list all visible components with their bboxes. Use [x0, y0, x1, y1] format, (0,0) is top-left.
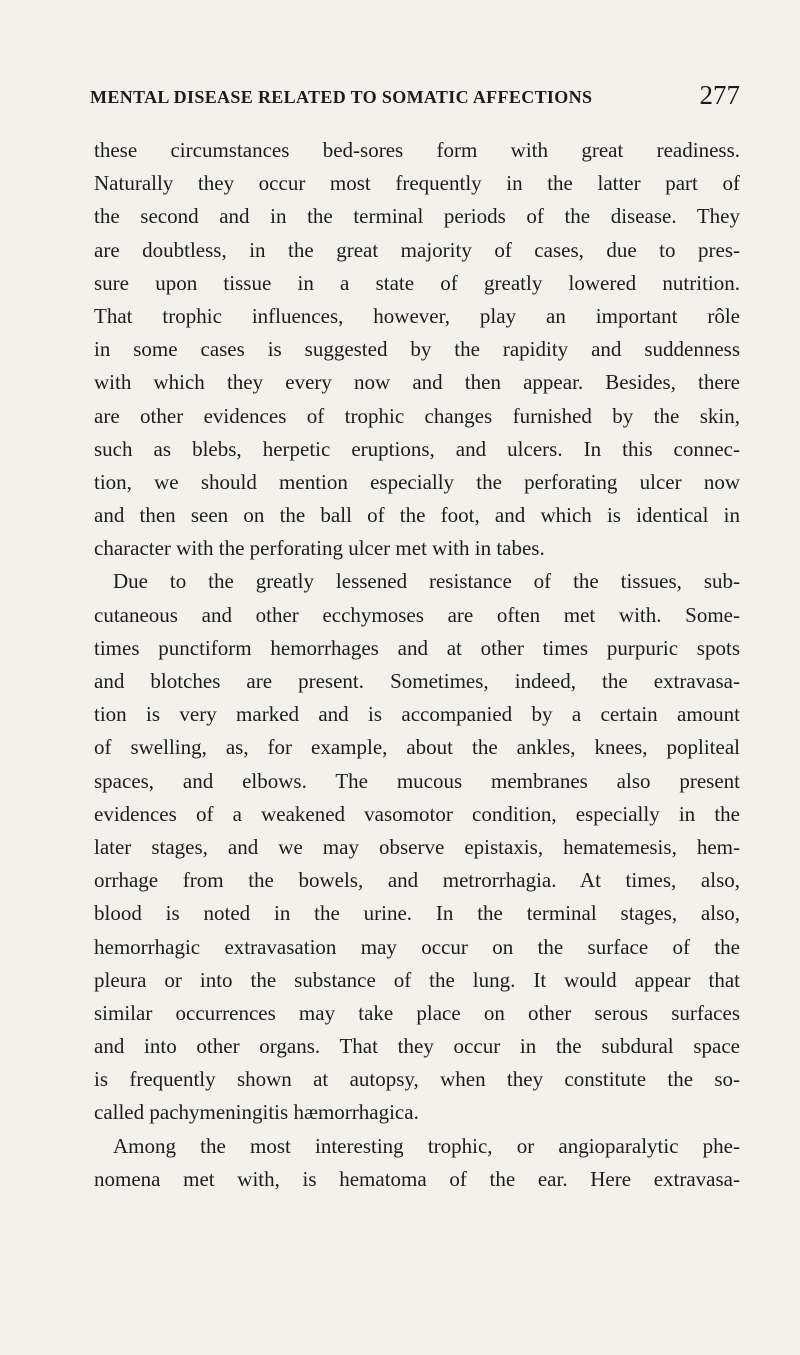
text-line: nomena met with, is hematoma of the ear. Here extravasa-	[94, 1166, 740, 1191]
text-line: is frequently shown at autopsy, when they constitute the so-	[94, 1067, 740, 1092]
text-line: and blotches are present. Sometimes, indeed, the extravasa-	[94, 669, 740, 693]
text-line: Naturally they occur most frequently in the latter part of	[94, 171, 740, 196]
text-line: evidences of a weakened vasomotor condition, especially in the	[94, 801, 740, 826]
text-line: later stages, and we may observe epistaxis, hematemesis, hem-	[94, 834, 740, 859]
text-line: are other evidences of trophic changes furnished by the skin,	[94, 403, 740, 428]
text-line: are doubtless, in the great majority of cases, due to pres-	[94, 237, 740, 262]
text-line: tion is very marked and is accompanied by a certain amount	[94, 702, 740, 727]
body-text	[94, 134, 740, 1196]
text-line: and then seen on the ball of the foot, and which is identical in	[94, 503, 740, 528]
text-line: orrhage from the bowels, and metrorrhagia. At times, also,	[94, 868, 740, 893]
text-line: That trophic influences, however, play an important rôle	[94, 303, 740, 328]
text-line: Due to the greatly lessened resistance of the tissues, sub-	[113, 569, 740, 594]
text-line: such as blebs, herpetic eruptions, and ulcers. In this connec-	[94, 436, 740, 461]
text-line: sure upon tissue in a state of greatly lowered nutrition.	[94, 270, 740, 295]
text-line: pleura or into the substance of the lung. It would appear that	[94, 967, 740, 992]
text-line: of swelling, as, for example, about the ankles, knees, popliteal	[94, 735, 740, 760]
text-line: character with the perforating ulcer met with in tabes.	[94, 536, 545, 561]
text-line: in some cases is suggested by the rapidity and suddenness	[94, 337, 740, 362]
text-line: these circumstances bed-sores form with great readiness.	[94, 138, 740, 162]
text-line: with which they every now and then appear. Besides, there	[94, 370, 740, 395]
text-line: Among the most interesting trophic, or angioparalytic phe-	[113, 1133, 740, 1158]
text-line: times punctiform hemorrhages and at other times purpuric spots	[94, 635, 740, 660]
running-title: MENTAL DISEASE RELATED TO SOMATIC AFFECTIONS	[90, 87, 593, 107]
running-head	[90, 80, 740, 114]
text-line: blood is noted in the urine. In the terminal stages, also,	[94, 901, 740, 926]
page-number: 277	[699, 80, 740, 110]
text-line: hemorrhagic extravasation may occur on the surface of the	[94, 934, 740, 959]
text-line: similar occurrences may take place on other serous surfaces	[94, 1000, 740, 1025]
text-line: and into other organs. That they occur in the subdural space	[94, 1034, 740, 1059]
text-line: spaces, and elbows. The mucous membranes also present	[94, 768, 740, 793]
text-line: the second and in the terminal periods of the disease. They	[94, 204, 740, 229]
text-line: called pachymeningitis hæmorrhagica.	[94, 1100, 419, 1125]
text-line: tion, we should mention especially the perforating ulcer now	[94, 469, 740, 494]
text-line: cutaneous and other ecchymoses are often met with. Some-	[94, 602, 740, 627]
